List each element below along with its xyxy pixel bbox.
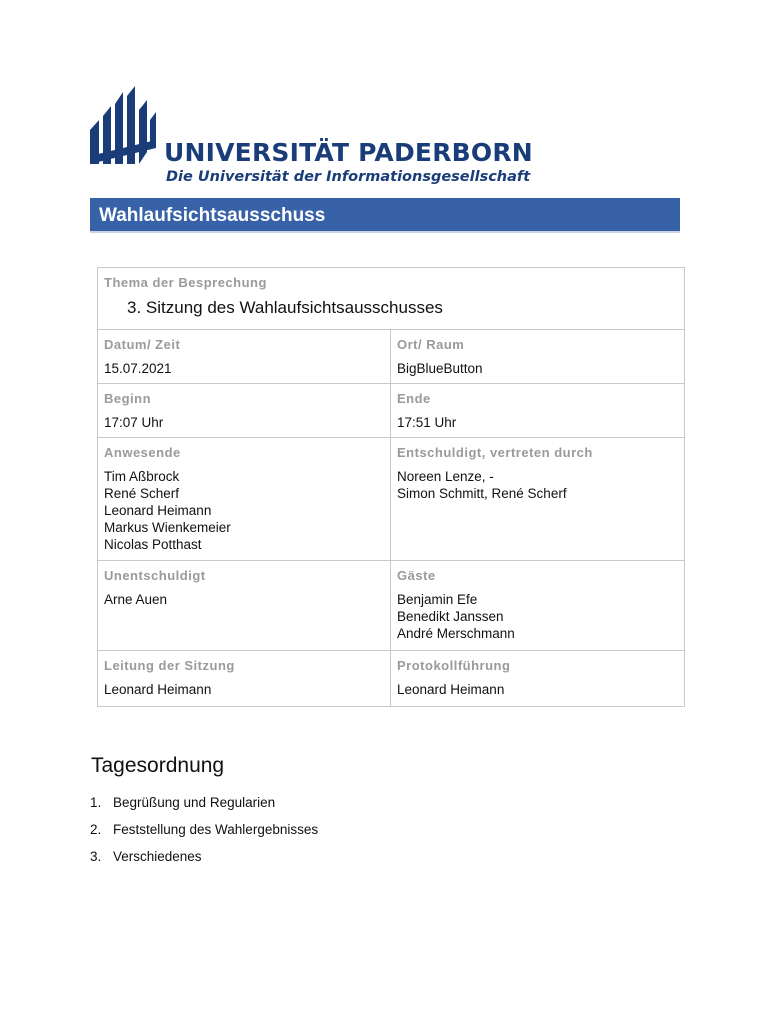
excused-cell bbox=[391, 438, 684, 560]
list-item: Markus Wienkemeier bbox=[104, 520, 231, 535]
agenda-item-number: 3. bbox=[90, 849, 102, 864]
start-cell bbox=[98, 384, 391, 437]
meeting-minutes-taker: Leonard Heimann bbox=[397, 682, 505, 697]
chair-label: Leitung der Sitzung bbox=[104, 658, 235, 673]
list-item: Benedikt Janssen bbox=[397, 609, 504, 624]
agenda-item bbox=[90, 849, 318, 876]
agenda-item bbox=[90, 822, 318, 849]
chair-cell bbox=[98, 651, 391, 706]
excused-list bbox=[397, 468, 678, 502]
topic-label: Thema der Besprechung bbox=[104, 275, 267, 290]
list-item: Simon Schmitt, René Scherf bbox=[397, 486, 567, 501]
unexcused-cell bbox=[98, 561, 391, 650]
location-cell bbox=[391, 330, 684, 383]
roles-row bbox=[98, 650, 684, 706]
agenda-item-text: Verschiedenes bbox=[113, 849, 202, 864]
list-item: Arne Auen bbox=[104, 592, 168, 607]
meeting-info-table bbox=[97, 267, 685, 707]
guests-label: Gäste bbox=[397, 568, 436, 583]
guests-list bbox=[397, 591, 678, 642]
minutes-label: Protokollführung bbox=[397, 658, 511, 673]
meeting-start: 17:07 Uhr bbox=[104, 415, 164, 430]
list-item: Noreen Lenze, - bbox=[397, 469, 494, 484]
agenda-item-text: Feststellung des Wahlergebnisses bbox=[113, 822, 319, 837]
logo-title: UNIVERSITÄT PADERBORN bbox=[164, 138, 533, 167]
meeting-end: 17:51 Uhr bbox=[397, 415, 457, 430]
date-label: Datum/ Zeit bbox=[104, 337, 181, 352]
list-item: André Merschmann bbox=[397, 626, 515, 641]
topic-cell bbox=[98, 268, 684, 329]
location-label: Ort/ Raum bbox=[397, 337, 465, 352]
unexcused-list bbox=[104, 591, 384, 608]
list-item: René Scherf bbox=[104, 486, 180, 501]
unexcused-guests-row bbox=[98, 560, 684, 650]
university-logo bbox=[90, 86, 533, 196]
unexcused-label: Unentschuldigt bbox=[104, 568, 206, 583]
time-row bbox=[98, 383, 684, 437]
topic-row bbox=[98, 268, 684, 329]
agenda-item bbox=[90, 795, 318, 822]
date-cell bbox=[98, 330, 391, 383]
meeting-topic: 3. Sitzung des Wahlaufsichtsausschusses bbox=[127, 298, 443, 317]
agenda-list bbox=[90, 795, 318, 876]
present-label: Anwesende bbox=[104, 445, 181, 460]
excused-label: Entschuldigt, vertreten durch bbox=[397, 445, 593, 460]
agenda-title: Tagesordnung bbox=[91, 754, 225, 777]
list-item: Tim Aßbrock bbox=[104, 469, 180, 484]
end-label: Ende bbox=[397, 391, 431, 406]
list-item: Leonard Heimann bbox=[104, 503, 212, 518]
list-item: Nicolas Potthast bbox=[104, 537, 202, 552]
end-cell bbox=[391, 384, 684, 437]
university-emblem-icon bbox=[90, 86, 160, 168]
start-label: Beginn bbox=[104, 391, 152, 406]
present-list bbox=[104, 468, 384, 553]
guests-cell bbox=[391, 561, 684, 650]
attendance-row bbox=[98, 437, 684, 560]
meeting-chair: Leonard Heimann bbox=[104, 682, 212, 697]
agenda-item-number: 1. bbox=[90, 795, 102, 810]
present-cell bbox=[98, 438, 391, 560]
meeting-location: BigBlueButton bbox=[397, 361, 483, 376]
logo-subtitle: Die Universität der Informationsgesellschaft bbox=[166, 169, 531, 185]
meeting-date: 15.07.2021 bbox=[104, 361, 172, 376]
list-item: Benjamin Efe bbox=[397, 592, 478, 607]
agenda-item-number: 2. bbox=[90, 822, 102, 837]
date-location-row bbox=[98, 329, 684, 383]
agenda-item-text: Begrüßung und Regularien bbox=[113, 795, 276, 810]
document-banner-title: Wahlaufsichtsausschuss bbox=[90, 198, 680, 233]
minutes-cell bbox=[391, 651, 684, 706]
